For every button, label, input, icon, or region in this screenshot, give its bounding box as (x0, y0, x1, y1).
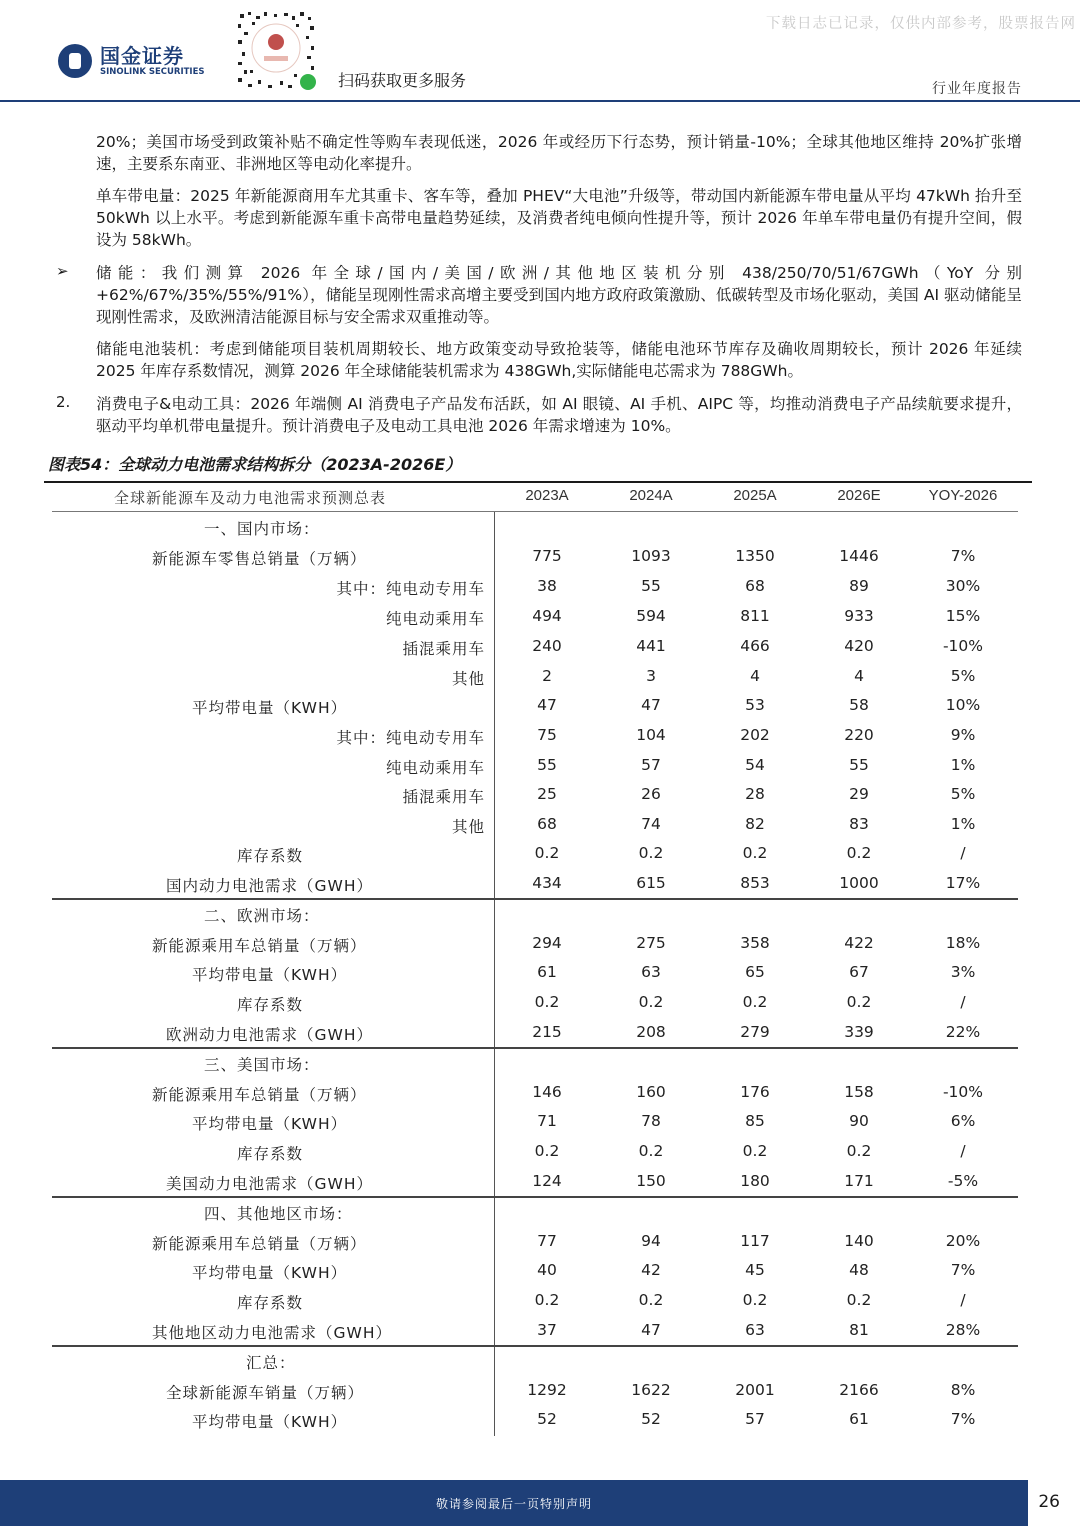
cell-2026e: 89 (849, 577, 869, 595)
table-row (52, 1168, 1018, 1197)
cell-2024a: 160 (636, 1083, 666, 1101)
cell-2023a: 0.2 (534, 993, 560, 1011)
table-row (52, 870, 1018, 899)
cell-2023a: 124 (532, 1172, 562, 1190)
cell-2026e: 158 (844, 1083, 874, 1101)
cell-2026e: 422 (844, 934, 874, 952)
table-row (52, 1287, 1018, 1316)
cell-2024a: 63 (641, 963, 661, 981)
row-label: 美国动力电池需求（GWH） (166, 1175, 373, 1193)
table-row (52, 692, 1018, 721)
table-row (52, 811, 1018, 840)
table-top-rule (44, 481, 1032, 483)
row-label: 平均带电量（KWH） (192, 966, 348, 984)
paragraph-consumer-electronics: 消费电子&电动工具：2026 年端侧 AI 消费电子产品发布活跃，如 AI 眼镜、AI 手机、AIPC 等，均推动消费电子产品续航要求提升，驱动平均单机带电量提升。预计消费电子及电动工具电池 2026 年需求增速为 10%。 (96, 395, 1022, 435)
cell-2025a: 0.2 (742, 1291, 768, 1309)
cell-2026e: 1446 (839, 547, 879, 565)
cell-2023a: 77 (537, 1232, 557, 1250)
report-type-label: 行业年度报告 (932, 81, 1022, 97)
logo-name-en: SINOLINK SECURITIES (100, 66, 205, 77)
cell-2024a: 150 (636, 1172, 666, 1190)
row-label: 全球新能源车销量（万辆） (166, 1384, 365, 1402)
cell-2026e: 140 (844, 1232, 874, 1250)
row-label: 库存系数 (237, 1145, 304, 1163)
download-watermark: 下载日志已记录，仅供内部参考，股票报告网 (766, 16, 1076, 32)
row-label: 插混乘用车 (402, 788, 485, 806)
cell-2023a: 47 (537, 696, 557, 714)
cell-yoy: 7% (950, 1261, 976, 1279)
cell-2023a: 294 (532, 934, 562, 952)
row-label: 其中：纯电动专用车 (336, 729, 485, 747)
row-label: 其他 (451, 818, 485, 836)
cell-2025a: 853 (740, 874, 770, 892)
cell-2026e: 420 (844, 637, 874, 655)
cell-2026e: 90 (849, 1112, 869, 1130)
cell-2025a: 202 (740, 726, 770, 744)
table-row (52, 1019, 1018, 1048)
cell-yoy: 1% (950, 756, 976, 774)
table-row (52, 1347, 1018, 1376)
cell-2023a: 68 (537, 815, 557, 833)
cell-2026e: 61 (849, 1410, 869, 1428)
row-label: 汇总： (246, 1354, 296, 1372)
table-row (52, 752, 1018, 781)
cell-2023a: 0.2 (534, 1142, 560, 1160)
table-row (52, 722, 1018, 751)
cell-2026e: 339 (844, 1023, 874, 1041)
paragraph-storage-battery-installs: 储能电池装机：考虑到储能项目装机周期较长、地方政策变动导致抢装等，储能电池环节库存及确收周期较长，预计 2026 年延续 2025 年库存系数情况，测算 2026 年全球储能装机需求为 438GWh,实际储能电芯需求为 788GWh。 (96, 340, 1022, 380)
cell-yoy: 22% (945, 1023, 981, 1041)
cell-2026e: 1000 (839, 874, 879, 892)
cell-2023a: 775 (532, 547, 562, 565)
cell-yoy: 15% (945, 607, 981, 625)
row-label: 三、美国市场： (204, 1056, 320, 1074)
row-label: 纯电动乘用车 (385, 610, 485, 628)
cell-2024a: 208 (636, 1023, 666, 1041)
page-header (0, 0, 1080, 104)
table-row (52, 1377, 1018, 1406)
cell-yoy: 6% (950, 1112, 976, 1130)
cell-2024a: 78 (641, 1112, 661, 1130)
column-header: 2023A (525, 487, 569, 504)
cell-2026e: 0.2 (846, 993, 872, 1011)
cell-2025a: 54 (745, 756, 765, 774)
cell-2023a: 40 (537, 1261, 557, 1279)
table-row (52, 513, 1018, 542)
scan-qr-text: 扫码获取更多服务 (338, 71, 467, 90)
row-label: 一、国内市场： (204, 520, 320, 538)
cell-2024a: 26 (641, 785, 661, 803)
cell-2023a: 25 (537, 785, 557, 803)
table-header-label: 全球新能源车及动力电池需求预测总表 (114, 489, 387, 507)
cell-2024a: 57 (641, 756, 661, 774)
table-row (52, 1108, 1018, 1137)
table-row (52, 603, 1018, 632)
cell-2025a: 1350 (735, 547, 775, 565)
cell-2024a: 104 (636, 726, 666, 744)
cell-2026e: 171 (844, 1172, 874, 1190)
cell-2025a: 0.2 (742, 844, 768, 862)
table-row (52, 1257, 1018, 1286)
row-label: 纯电动乘用车 (385, 759, 485, 777)
cell-yoy: 1% (950, 815, 976, 833)
cell-2025a: 466 (740, 637, 770, 655)
column-header: 2024A (629, 487, 673, 504)
row-label: 国内动力电池需求（GWH） (166, 877, 373, 895)
table-row (52, 1049, 1018, 1078)
cell-yoy: 9% (950, 726, 976, 744)
cell-yoy: 17% (945, 874, 981, 892)
cell-yoy: / (960, 993, 966, 1011)
cell-2024a: 55 (641, 577, 661, 595)
cell-2025a: 2001 (735, 1381, 775, 1399)
row-label: 二、欧洲市场： (204, 907, 320, 925)
table-row (52, 1138, 1018, 1167)
paragraph-avg-battery-capacity: 单车带电量：2025 年新能源商用车尤其重卡、客车等，叠加 PHEV“大电池”升级等，带动国内新能源车带电量从平均 47kWh 抬升至 50kWh 以上水平。考虑到新能源车重卡高带电量趋势延续，及消费者纯电倾向性提升等，预计 2026 年单车带电量仍有提升空间，假设为 58kWh。 (96, 187, 1022, 249)
cell-2024a: 74 (641, 815, 661, 833)
cell-2023a: 75 (537, 726, 557, 744)
table-row (52, 663, 1018, 692)
row-label: 新能源乘用车总销量（万辆） (152, 1235, 367, 1253)
cell-yoy: -5% (947, 1172, 979, 1190)
cell-2025a: 28 (745, 785, 765, 803)
row-label: 其他地区动力电池需求（GWH） (152, 1324, 392, 1342)
row-label: 其中：纯电动专用车 (336, 580, 485, 598)
row-label: 其他 (451, 670, 485, 688)
cell-2026e: 55 (849, 756, 869, 774)
row-label: 新能源乘用车总销量（万辆） (152, 1086, 367, 1104)
cell-yoy: 20% (945, 1232, 981, 1250)
row-label: 插混乘用车 (402, 640, 485, 658)
cell-2026e: 933 (844, 607, 874, 625)
cell-yoy: 5% (950, 785, 976, 803)
cell-2023a: 61 (537, 963, 557, 981)
table-row (52, 989, 1018, 1018)
cell-2025a: 53 (745, 696, 765, 714)
cell-2025a: 180 (740, 1172, 770, 1190)
row-label: 四、其他地区市场： (204, 1205, 353, 1223)
table-row (52, 840, 1018, 869)
cell-2025a: 68 (745, 577, 765, 595)
header-divider (0, 100, 1080, 102)
column-header: 2025A (733, 487, 777, 504)
row-label: 平均带电量（KWH） (192, 1264, 348, 1282)
row-label: 库存系数 (237, 1294, 304, 1312)
cell-yoy: 3% (950, 963, 976, 981)
table-header-rule (52, 511, 1018, 512)
bullet-arrow-icon: ➢ (56, 262, 69, 280)
cell-2024a: 594 (636, 607, 666, 625)
cell-2026e: 67 (849, 963, 869, 981)
table-row (52, 573, 1018, 602)
table-row (52, 633, 1018, 662)
cell-2025a: 65 (745, 963, 765, 981)
cell-2026e: 220 (844, 726, 874, 744)
cell-2025a: 358 (740, 934, 770, 952)
table-row (52, 543, 1018, 572)
cell-2023a: 1292 (527, 1381, 567, 1399)
paragraph-market-forecast: 20%；美国市场受到政策补贴不确定性等购车表现低迷，2026 年或经历下行态势，预计销量-10%；全球其他地区维持 20%扩张增速，主要系东南亚、非洲地区等电动化率提升。 (96, 133, 1022, 173)
cell-2025a: 45 (745, 1261, 765, 1279)
table-row (52, 1406, 1018, 1435)
cell-2026e: 0.2 (846, 1142, 872, 1160)
cell-2024a: 615 (636, 874, 666, 892)
cell-2026e: 0.2 (846, 844, 872, 862)
table-row (52, 1198, 1018, 1227)
cell-2025a: 57 (745, 1410, 765, 1428)
table-header-row (52, 484, 1018, 510)
cell-2024a: 94 (641, 1232, 661, 1250)
row-label: 平均带电量（KWH） (192, 699, 348, 717)
cell-yoy: / (960, 844, 966, 862)
cell-2026e: 4 (854, 667, 864, 685)
row-label: 库存系数 (237, 847, 304, 865)
qr-code-icon[interactable] (234, 8, 318, 92)
cell-2025a: 85 (745, 1112, 765, 1130)
company-logo (58, 44, 205, 78)
table-row (52, 1228, 1018, 1257)
cell-yoy: 10% (945, 696, 981, 714)
footer-disclaimer[interactable]: 敬请参阅最后一页特别声明 (435, 1497, 592, 1511)
cell-2023a: 0.2 (534, 844, 560, 862)
cell-2023a: 434 (532, 874, 562, 892)
cell-2024a: 1622 (631, 1381, 671, 1399)
row-label: 平均带电量（KWH） (192, 1413, 348, 1431)
cell-2026e: 48 (849, 1261, 869, 1279)
cell-2023a: 71 (537, 1112, 557, 1130)
cell-2023a: 494 (532, 607, 562, 625)
cell-yoy: / (960, 1142, 966, 1160)
row-label: 新能源车零售总销量（万辆） (152, 550, 367, 568)
cell-2024a: 441 (636, 637, 666, 655)
cell-2025a: 0.2 (742, 993, 768, 1011)
cell-2025a: 117 (740, 1232, 770, 1250)
cell-2024a: 42 (641, 1261, 661, 1279)
cell-2024a: 0.2 (638, 993, 664, 1011)
paragraph-energy-storage: 储能：我们测算 2026 年全球/国内/美国/欧洲/其他地区装机分别 438/250/70/51/67GWh（YoY 分别+62%/67%/35%/55%/91%），储能呈现刚性需求高增主要受到国内地方政府政策激励、低碳转型及市场化驱动，美国 AI 驱动储能呈现刚性需求，及欧洲清洁能源目标与安全需求双重推动等。 (96, 264, 1022, 326)
cell-2024a: 0.2 (638, 844, 664, 862)
cell-yoy: / (960, 1291, 966, 1309)
cell-2026e: 2166 (839, 1381, 879, 1399)
cell-2023a: 146 (532, 1083, 562, 1101)
cell-2026e: 58 (849, 696, 869, 714)
row-label: 新能源乘用车总销量（万辆） (152, 937, 367, 955)
logo-name-cn: 国金证券 (100, 43, 184, 68)
cell-2025a: 82 (745, 815, 765, 833)
cell-2023a: 38 (537, 577, 557, 595)
cell-2023a: 52 (537, 1410, 557, 1428)
cell-2023a: 215 (532, 1023, 562, 1041)
table-row (52, 1079, 1018, 1108)
cell-2024a: 52 (641, 1410, 661, 1428)
cell-2026e: 0.2 (846, 1291, 872, 1309)
cell-2023a: 55 (537, 756, 557, 774)
cell-2024a: 3 (646, 667, 656, 685)
column-header: YOY-2026 (928, 487, 998, 504)
cell-yoy: 28% (945, 1321, 981, 1339)
cell-2024a: 47 (641, 1321, 661, 1339)
cell-2023a: 240 (532, 637, 562, 655)
cell-2025a: 0.2 (742, 1142, 768, 1160)
cell-yoy: 8% (950, 1381, 976, 1399)
cell-2024a: 1093 (631, 547, 671, 565)
cell-2024a: 275 (636, 934, 666, 952)
cell-2026e: 83 (849, 815, 869, 833)
logo-mark-icon (58, 44, 92, 78)
cell-2025a: 63 (745, 1321, 765, 1339)
table-row (52, 959, 1018, 988)
cell-2023a: 2 (542, 667, 552, 685)
table-title: 图表54：全球动力电池需求结构拆分（2023A-2026E） (48, 455, 462, 474)
cell-yoy: -10% (942, 1083, 984, 1101)
cell-2025a: 4 (750, 667, 760, 685)
cell-2024a: 0.2 (638, 1142, 664, 1160)
cell-yoy: 30% (945, 577, 981, 595)
cell-2025a: 279 (740, 1023, 770, 1041)
row-label: 平均带电量（KWH） (192, 1115, 348, 1133)
table-row (52, 930, 1018, 959)
cell-yoy: 7% (950, 1410, 976, 1428)
cell-2025a: 811 (740, 607, 770, 625)
cell-yoy: 5% (950, 667, 976, 685)
cell-2023a: 37 (537, 1321, 557, 1339)
row-label: 欧洲动力电池需求（GWH） (166, 1026, 373, 1044)
cell-yoy: -10% (942, 637, 984, 655)
cell-yoy: 7% (950, 547, 976, 565)
cell-2025a: 176 (740, 1083, 770, 1101)
page-number: 26 (1038, 1492, 1060, 1512)
table-row (52, 781, 1018, 810)
cell-yoy: 18% (945, 934, 981, 952)
table-row (52, 900, 1018, 929)
cell-2024a: 0.2 (638, 1291, 664, 1309)
cell-2023a: 0.2 (534, 1291, 560, 1309)
table-row (52, 1317, 1018, 1346)
column-header: 2026E (837, 487, 881, 504)
row-label: 库存系数 (237, 996, 304, 1014)
cell-2024a: 47 (641, 696, 661, 714)
cell-2026e: 81 (849, 1321, 869, 1339)
cell-2026e: 29 (849, 785, 869, 803)
list-number-marker: 2. (56, 393, 71, 411)
